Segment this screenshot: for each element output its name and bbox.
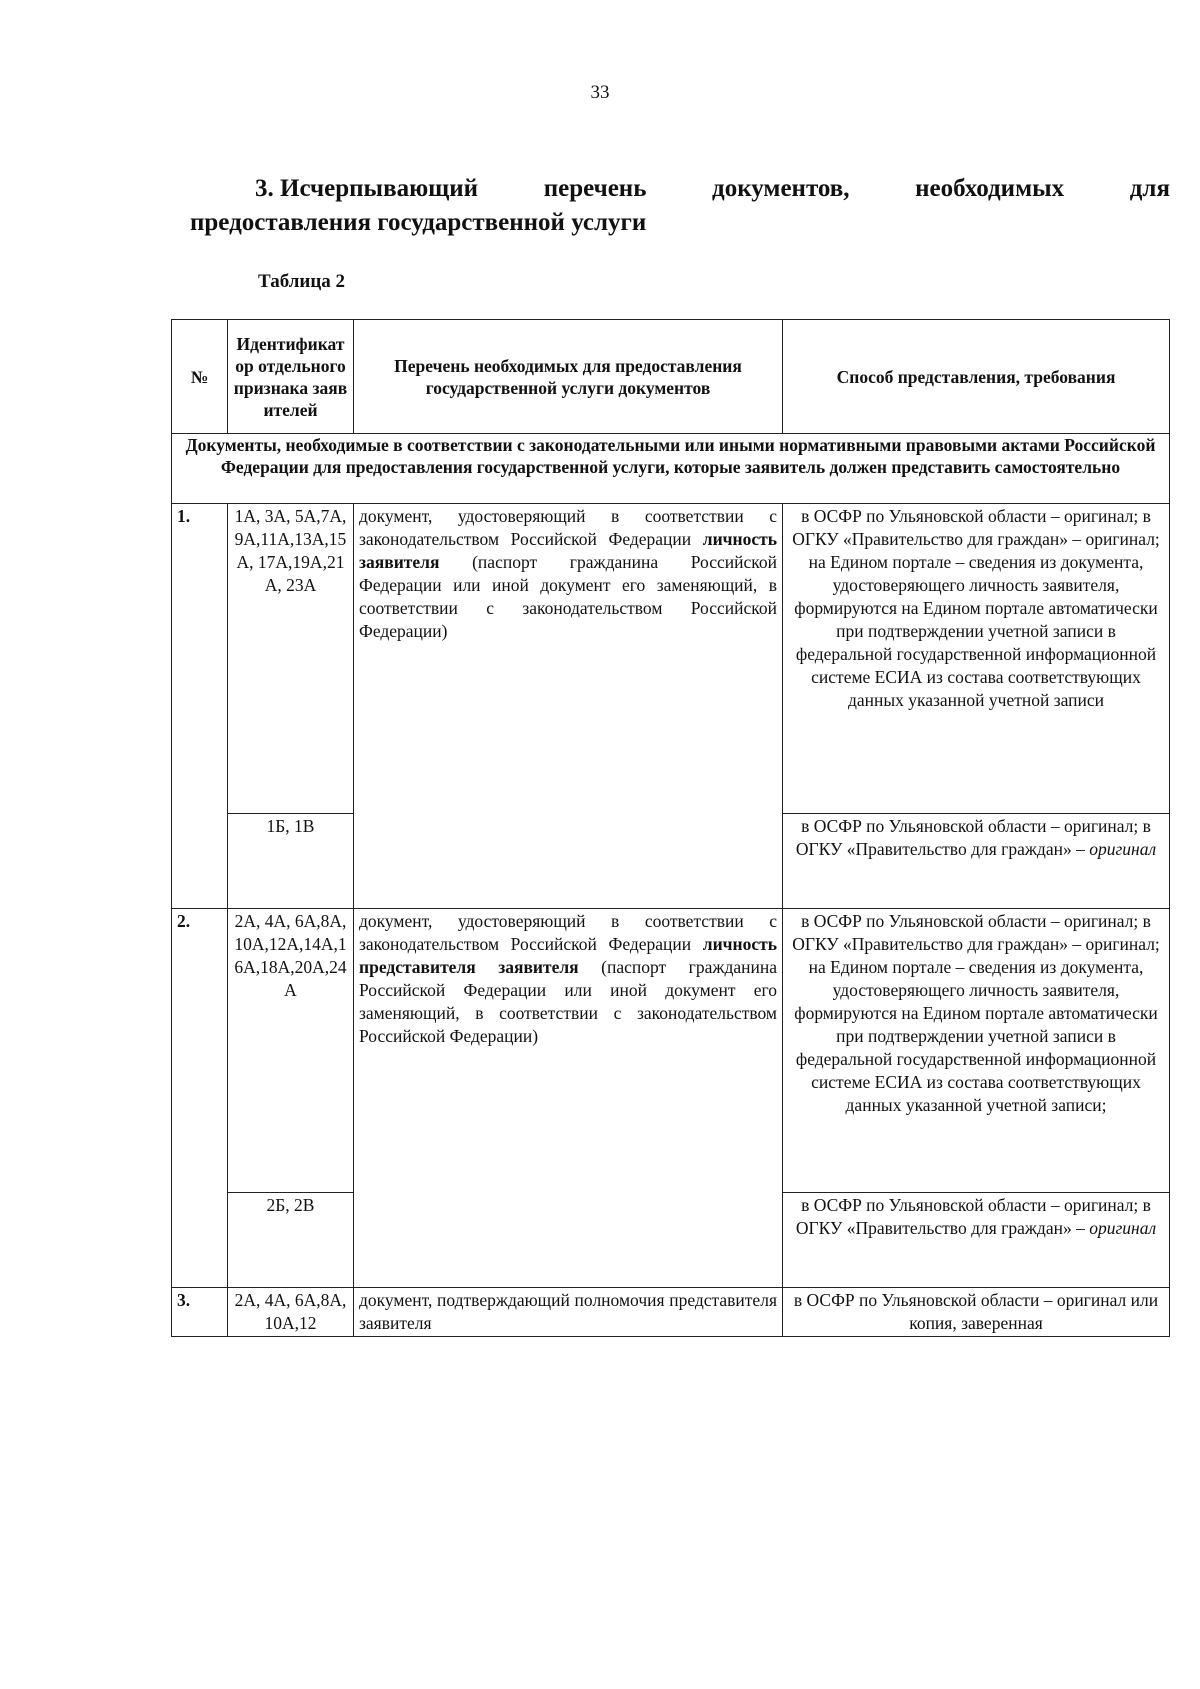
applicant-identifier: 2А, 4А, 6А,8А,10А,12 — [228, 1288, 354, 1337]
table-caption: Таблица 2 — [258, 271, 346, 292]
section-row — [172, 434, 1170, 504]
header-identifier: Идентификатор отдельного признака заявителей — [228, 320, 354, 434]
document-text: документ, удостоверяющий в соответствии с законодательством Российской Федерации — [359, 506, 777, 549]
document-subject: личность представителя заявителя — [359, 934, 777, 977]
heading-number: 3. — [255, 175, 274, 202]
submission-method — [783, 1193, 1170, 1288]
row-number: 2. — [172, 909, 228, 1288]
heading-word-4: необходимых — [915, 175, 1065, 202]
header-num: № — [172, 320, 228, 434]
submission-method: в ОСФР по Ульяновской области – оригинал; в ОГКУ «Правительство для граждан» – оригинал; на Едином портале – сведения из документа, удостоверяющего личность заявителя, формируются на Едином портале автоматически при подтверждении учетной записи в федеральной государственной информационной системе ЕСИА из состава соответствующих данных указанной учетной записи; — [783, 909, 1170, 1193]
submission-method — [783, 814, 1170, 909]
heading-line-1 — [190, 172, 1170, 206]
documents-table — [171, 319, 1170, 1337]
document-text: документ, удостоверяющий в соответствии с законодательством Российской Федерации — [359, 911, 777, 954]
table-row — [172, 504, 1170, 814]
section-heading — [190, 172, 1170, 240]
heading-word-5: для — [1129, 175, 1170, 202]
heading-word-1: Исчерпывающий — [280, 175, 479, 202]
method-text-italic: оригинал — [1089, 839, 1157, 859]
submission-method: в ОСФР по Ульяновской области – оригинал или копия, заверенная — [783, 1288, 1170, 1337]
table-row — [172, 909, 1170, 1193]
section-title: Документы, необходимые в соответствии с законодательными или иными нормативными правовыми актами Российской Федерации для предоставления государственной услуги, которые заявитель должен представить самостоятельно — [172, 434, 1170, 504]
document-description: документ, подтверждающий полномочия представителя заявителя — [354, 1288, 783, 1337]
method-text: в ОСФР по Ульяновской области – оригинал; в ОГКУ «Правительство для граждан» – — [795, 1195, 1151, 1238]
applicant-identifier: 1Б, 1В — [228, 814, 354, 909]
submission-method: в ОСФР по Ульяновской области – оригинал; в ОГКУ «Правительство для граждан» – оригинал; на Едином портале – сведения из документа, удостоверяющего личность заявителя, формируются на Едином портале автоматически при подтверждении учетной записи в федеральной государственной информационной системе ЕСИА из состава соответствующих данных указанной учетной записи — [783, 504, 1170, 814]
table-header-row — [172, 320, 1170, 434]
page-number: 33 — [590, 82, 610, 103]
method-text: в ОСФР по Ульяновской области – оригинал; в ОГКУ «Правительство для граждан» – — [795, 816, 1151, 859]
document-description — [354, 909, 783, 1288]
row-number: 1. — [172, 504, 228, 909]
applicant-identifier: 2А, 4А, 6А,8А,10А,12А,14А,16А,18А,20А,24А — [228, 909, 354, 1193]
heading-line-2: предоставления государственной услуги — [190, 209, 647, 236]
heading-word-3: документов, — [712, 175, 850, 202]
document-description — [354, 504, 783, 909]
header-method: Способ представления, требования — [783, 320, 1170, 434]
table-row — [172, 1288, 1170, 1337]
header-documents: Перечень необходимых для предоставления государственной услуги документов — [354, 320, 783, 434]
row-number: 3. — [172, 1288, 228, 1337]
heading-number-word — [255, 172, 478, 206]
document-text-tail: (паспорт гражданина Российской Федерации или иной документ его заменяющий, в соответствии с законодательством Российской Федерации) — [359, 552, 778, 641]
applicant-identifier: 1А, 3А, 5А,7А,9А,11А,13А,15А, 17А,19А,21А, 23А — [228, 504, 354, 814]
applicant-identifier: 2Б, 2В — [228, 1193, 354, 1288]
method-text-italic: оригинал — [1089, 1218, 1157, 1238]
document-text-tail: (паспорт гражданина Российской Федерации или иной документ его заменяющий, в соответствии с законодательством Российской Федерации) — [359, 957, 777, 1046]
document-subject: личность заявителя — [359, 529, 777, 572]
heading-word-2: перечень — [543, 175, 647, 202]
